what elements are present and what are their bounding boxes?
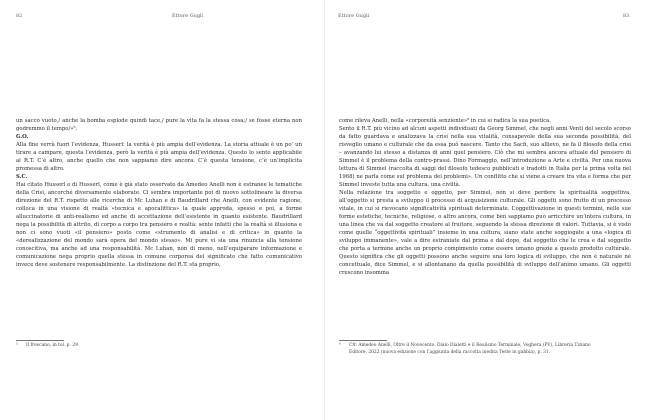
footnote (339, 343, 607, 356)
paragraph: Hai citato Husserl e di Husserl, come è già stato osservato da Amedeo Anelli non è estranee le tematiche della Crisi, ancorché diversamente elaborate. Ci sembra importante poi di nuovo sottolineare la diversa direzione del R.T. rispetto alle ricerche di Mc Luhan e di Baudrillard che Anelli, con evidente ragione, colloca in una visione di realtà «tecnica e apocalittica» la quale approda, spesso e poi, a forme alluccinatorie di anti-realismo ed anche di accettazione dell’esistente in quanto esistente. Baudrillard nega la possibilità di attrito, di corpo a corpo tra pensiero e realtà: sente infatti che la realtà si illusiona e non ci sono vuoti «il pensiero» posto come «strumento di analisi e di critica» in quanto la «derealizzazione del mondo sarà opera del mondo stesso». Mi pure vi sia una rinuncia alla tensione conoscitiva, ma anche ad una responsabilità. Mc Luhan, non di meno, nell’equiparare informazione e comunicazione nega proprio quella stessa in comune corporea del significato che fatto comunicativo invece deve sostenere responsabilmente. La distinzione del R.T. sta proprio, (16, 182, 302, 268)
speaker-initials: G.O. (16, 134, 29, 140)
page-number: 82 (16, 13, 23, 19)
page-body (339, 117, 631, 277)
footnote-text: Il frescano, in tol. p. 29. (26, 343, 80, 348)
footnote-marker: ⁶ (339, 343, 341, 348)
right-page (325, 0, 650, 420)
paragraph: un sacco vuoto,/ anche la bomba esplode quindi tace,/ pure la vita fa la stessa cosa;/ se fosse eterna non godremmo il tempo/»⁵. (16, 118, 302, 132)
speaker-initials: S.C. (16, 174, 28, 180)
footnote-marker: ⁵ (16, 343, 18, 348)
page-number: 83 (623, 13, 630, 19)
footnote (16, 343, 296, 350)
footnote-rule (16, 340, 64, 341)
footnote-text: Cfr. Amedeo Anelli, Oltre il Novecento. Dialo Dialetti e il Realismo Terminale, Voghera (PV), Libreria Tiziano Editore, 2022 (nuova edizione con l’aggiunta della raccolta inedita Teste in gabbia), p. 31. (349, 343, 591, 355)
running-title: Ettore Gugli (338, 13, 370, 19)
page-body (16, 117, 302, 269)
paragraph: Alla fine verrà fuori l’evidenza, Husserl: la verità è più ampia dell’evidenza. La storia attuale è un po’ un tirare a campare, questa l’evidenza, però la verità è più ampia dell’evidenza. Questo lo sento applicabile al R.T. C’è altro, anche quello che non sappiamo dire ancora. C’è questa tensione, c’è un’implicita promessa di altro. (16, 142, 302, 172)
paragraph: come rileva Anelli, nella «corporeità senziente»⁶ in cui si radica la sua poetica. (339, 118, 552, 124)
footnote-rule (339, 340, 387, 341)
running-title: Ettore Gugli (172, 13, 204, 19)
paragraph: Nella relazione tra soggetto e oggetto, per Simmel, non si deve perdere la spiritualità soggettiva, all’oggetto si presta a sviluppo il processo di acquisizione culturale. Gli oggetti sono frutto di un processo vitale, in cui si rievocano significatività spirituali determinate. L’oggettivazione in questi termini, nelle sue forme estetiche, tecniche, religiose, o altro ancora, come ben sappiamo può arricchire un’intera cultura, in una linea che va dal soggetto creatore al fruitore, seguendo la stessa direzione di valori. Tuttavia, si è visto come quelle “oggettività spirituali” insieme in una cultura, siano state anche soggiogate a una «logica di sviluppo immanente», vale a dire estraniate dal prima e dal dopo, dal soggetto che le crea e dal soggetto che porta a termine anche un proprio compimento come essere umano grazie a questo prodotto culturale. Questo significa che gli oggetti possono anche seguire una loro logica di sviluppo, che non è naturale né concettuale, dice Simmel, e si allontanano da quella possibilità di sviluppo dell’animo umano. Gli oggetti crescono insomma (339, 190, 631, 276)
paragraph: Sento il R.T. più vicino ad alcuni aspetti individuati da Georg Simmel, che negli anni Venti del secolo scorso da fatto guardava e analizzava la crisi nella sua vitalità, consapevole della sua seconda possibilità, del risveglio umano e culturale che da essa può nascere. Tanto che Sacfi, suo allievo, ne fa il filosofo della crisi – avanzando lui stesso a distanza di anni quel pensiero. Ciò che mi sembra ancora attuale del pensiero di Simmel è il problema della contro-prassi. Dino Formaggio, nell’introduzione a Arte e civiltà. Per una nuova lettura di Simmel (raccolta di saggi del filosofo tedesco pubblicati e tradotti in Italia per la prima volta nel 1968) ne parla come sul problema dei problemi». Un conflitto che si viene a creare tra vita e forma che per Simmel investe tutta una cultura, una civiltà. (339, 126, 631, 188)
